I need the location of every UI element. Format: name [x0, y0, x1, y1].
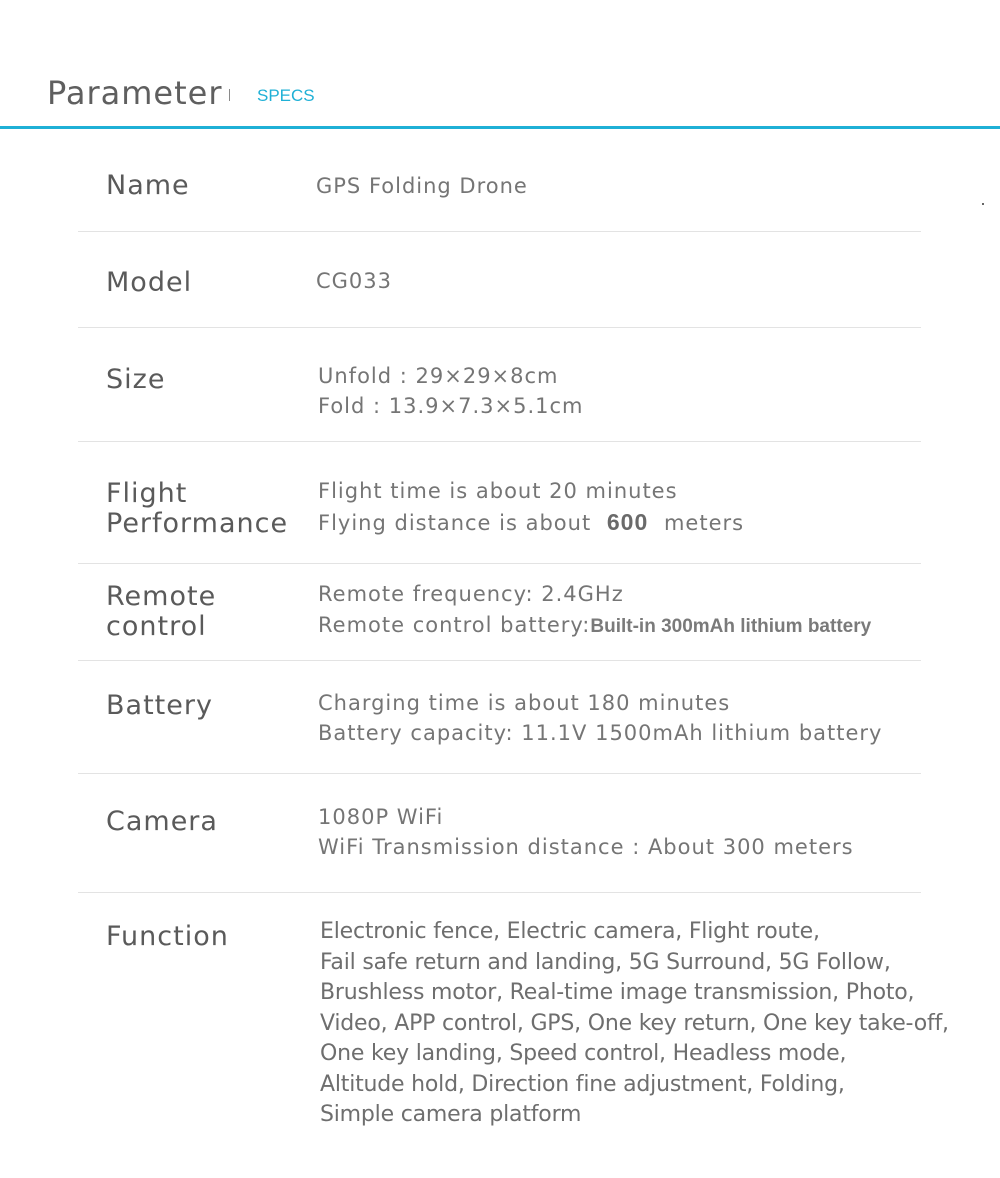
distance-suffix: meters	[663, 511, 745, 535]
spec-row-flight	[78, 442, 921, 564]
distance-number: 600	[606, 509, 649, 535]
battery-prefix: Remote control battery:	[318, 613, 591, 637]
spec-row-battery	[78, 661, 921, 774]
spec-row-function	[78, 893, 949, 1153]
spec-row-remote	[78, 564, 921, 661]
spec-label: Camera	[106, 806, 218, 837]
spec-value: Flight time is about 20 minutes	[318, 479, 678, 503]
function-line: Video, APP control, GPS, One key return, One key take-off,	[320, 1010, 949, 1036]
spec-value: GPS Folding Drone	[316, 174, 528, 198]
spec-row-model	[78, 232, 921, 328]
spec-value: Unfold : 29×29×8cm	[318, 364, 559, 388]
spec-value-distance	[318, 507, 744, 538]
spec-value: 1080P WiFi	[318, 805, 444, 829]
spec-label: Name	[106, 170, 190, 201]
spec-label: Flight	[106, 478, 188, 509]
spec-label: Function	[106, 921, 229, 952]
battery-detail: Built-in 300mAh lithium battery	[590, 616, 872, 637]
title-separator	[229, 89, 230, 101]
spec-value-battery	[318, 610, 871, 642]
function-line: Altitude hold, Direction fine adjustment, Folding,	[320, 1071, 845, 1097]
spec-label: Performance	[106, 508, 289, 539]
spec-row-name	[78, 131, 921, 232]
spec-label: control	[106, 611, 207, 642]
stray-dot	[982, 203, 984, 205]
distance-prefix: Flying distance is about	[318, 511, 592, 535]
spec-value: Charging time is about 180 minutes	[318, 691, 731, 715]
spec-value: Remote frequency: 2.4GHz	[318, 582, 624, 606]
spec-value: Battery capacity: 11.1V 1500mAh lithium battery	[318, 721, 883, 745]
function-line: Fail safe return and landing, 5G Surround, 5G Follow,	[320, 949, 891, 975]
spec-label: Model	[106, 267, 193, 298]
spec-header	[0, 0, 1000, 130]
spec-label: Remote	[106, 581, 217, 612]
spec-value: Fold : 13.9×7.3×5.1cm	[318, 394, 584, 418]
spec-row-size	[78, 328, 921, 442]
function-list	[320, 917, 960, 1131]
function-line: Electronic fence, Electric camera, Flight route,	[320, 919, 820, 944]
page-subtitle: SPECS	[257, 86, 315, 105]
spec-row-camera	[78, 774, 921, 893]
spec-value: CG033	[316, 269, 393, 293]
spec-label: Size	[106, 364, 166, 395]
page-title: Parameter	[47, 74, 223, 112]
function-line: Simple camera platform	[320, 1102, 582, 1127]
function-line: Brushless motor, Real-time image transmission, Photo,	[320, 980, 915, 1005]
header-rule	[0, 126, 1000, 129]
spec-value: WiFi Transmission distance : About 300 meters	[318, 835, 854, 859]
function-line: One key landing, Speed control, Headless mode,	[320, 1041, 847, 1066]
spec-label: Battery	[106, 690, 213, 721]
